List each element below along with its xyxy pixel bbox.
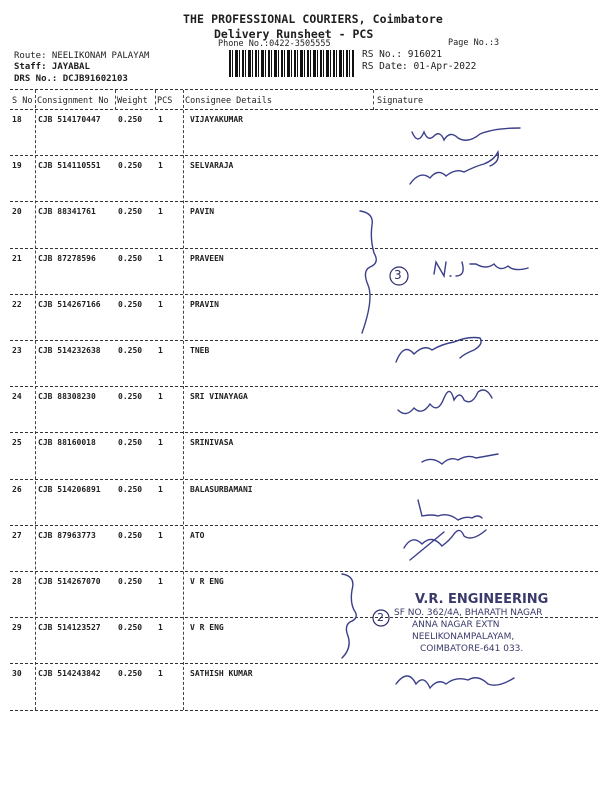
- signature-row-30: [396, 676, 514, 688]
- row-pcs: 1: [158, 438, 163, 448]
- row-consignment-no: CJB 88341761: [38, 207, 96, 217]
- group-count-2: 2: [377, 611, 384, 624]
- stamp-address-line-3: NEELIKONAMPALAYAM,: [412, 632, 515, 642]
- column-sno: S No: [12, 96, 33, 106]
- signature-row-23: [396, 338, 481, 363]
- row-weight: 0.250: [118, 253, 143, 263]
- company-name: THE PROFESSIONAL COURIERS, Coimbatore: [183, 12, 443, 26]
- row-weight: 0.250: [118, 299, 143, 309]
- row-pcs: 1: [158, 530, 163, 540]
- row-weight: 0.250: [118, 207, 143, 217]
- row-consignee: ATO: [190, 530, 205, 540]
- row-weight: 0.250: [118, 577, 143, 586]
- row-pcs: 1: [158, 253, 163, 263]
- group-count-1: 3: [394, 268, 402, 282]
- row-weight: 0.250: [118, 115, 143, 124]
- row-pcs: 1: [158, 207, 163, 217]
- row-consignment-no: CJB 514123527: [38, 623, 101, 633]
- row-consignment-no: CJB 88160018: [38, 438, 96, 448]
- row-consignee: V R ENG: [190, 577, 224, 586]
- stamp-address-line-1: SF NO. 362/4A, BHARATH NAGAR: [394, 608, 543, 618]
- row-pcs: 1: [158, 161, 163, 171]
- rs-number: RS No.: 916021: [362, 49, 443, 60]
- row-consignment-no: CJB 514232638: [38, 346, 101, 355]
- signature-row-25: [422, 454, 498, 464]
- row-consignment-no: CJB 87963773: [38, 530, 96, 540]
- brace-group-1: [360, 211, 376, 333]
- row-pcs: 1: [158, 346, 163, 355]
- column-signature: Signature: [377, 96, 424, 106]
- column-consignee: Consignee Details: [185, 96, 272, 106]
- row-pcs: 1: [158, 115, 163, 124]
- row-sno: 23: [12, 346, 22, 355]
- row-sno: 30: [12, 669, 22, 679]
- document-title: Delivery Runsheet - PCS: [214, 27, 374, 41]
- row-consignee: PAVIN: [190, 207, 215, 217]
- row-consignee: SELVARAJA: [190, 161, 234, 171]
- row-sno: 18: [12, 115, 22, 124]
- row-sno: 26: [12, 484, 22, 494]
- signature-row-24: [398, 390, 492, 414]
- staff-label: Staff: JAYABAL: [14, 62, 90, 72]
- row-pcs: 1: [158, 669, 163, 679]
- row-consignment-no: CJB 88308230: [38, 392, 96, 402]
- signature-row-19: [410, 152, 498, 184]
- stamp-address-line-2: ANNA NAGAR EXTN: [412, 620, 500, 630]
- row-sno: 24: [12, 392, 22, 402]
- stamp-company-name: V.R. ENGINEERING: [415, 592, 549, 607]
- row-sno: 21: [12, 253, 22, 263]
- row-consignee: SRI VINAYAGA: [190, 392, 248, 402]
- route-label: Route: NEELIKONAM PALAYAM: [14, 51, 150, 61]
- signature-row-27: [404, 530, 486, 560]
- row-consignee: BALASURBAMANI: [190, 484, 253, 494]
- row-consignment-no: CJB 87278596: [38, 253, 96, 263]
- row-consignment-no: CJB 514267070: [38, 577, 101, 586]
- row-sno: 20: [12, 207, 22, 217]
- signature-row-18: [412, 128, 520, 140]
- row-consignment-no: CJB 514170447: [38, 115, 101, 124]
- phone-number: Phone No.:0422-3505555: [218, 39, 331, 49]
- row-weight: 0.250: [118, 161, 143, 171]
- row-sno: 28: [12, 577, 22, 586]
- row-pcs: 1: [158, 623, 163, 633]
- row-sno: 25: [12, 438, 22, 448]
- row-weight: 0.250: [118, 530, 143, 540]
- drs-number: DRS No.: DCJB91602103: [14, 74, 128, 84]
- column-pcs: PCS: [157, 96, 173, 106]
- row-consignee: SATHISH KUMAR: [190, 669, 253, 679]
- stamp-address-line-4: COIMBATORE-641 033.: [420, 644, 524, 654]
- row-consignment-no: CJB 514267166: [38, 299, 101, 309]
- row-weight: 0.250: [118, 346, 143, 355]
- row-consignee: PRAVEEN: [190, 253, 224, 263]
- signature-row-26: [418, 500, 482, 520]
- row-consignee: V R ENG: [190, 623, 224, 633]
- column-consignment: Consignment No: [37, 96, 109, 106]
- row-consignee: SRINIVASA: [190, 438, 234, 448]
- row-consignee: PRAVIN: [190, 299, 219, 309]
- row-pcs: 1: [158, 484, 163, 494]
- row-pcs: 1: [158, 577, 163, 586]
- row-sno: 22: [12, 299, 22, 309]
- row-pcs: 1: [158, 392, 163, 402]
- row-weight: 0.250: [118, 669, 143, 679]
- row-consignee: TNEB: [190, 346, 210, 355]
- row-weight: 0.250: [118, 392, 143, 402]
- column-weight: Weight: [117, 96, 148, 106]
- row-consignment-no: CJB 514243842: [38, 669, 101, 679]
- row-sno: 29: [12, 623, 22, 633]
- brace-group-2: [342, 574, 356, 658]
- row-sno: 19: [12, 161, 22, 171]
- row-sno: 27: [12, 530, 22, 540]
- row-pcs: 1: [158, 299, 163, 309]
- page-number: Page No.:3: [448, 38, 500, 48]
- rs-date: RS Date: 01-Apr-2022: [362, 61, 477, 72]
- row-consignment-no: CJB 514110551: [38, 161, 101, 171]
- row-consignee: VIJAYAKUMAR: [190, 115, 243, 124]
- row-consignment-no: CJB 514206891: [38, 484, 101, 494]
- row-weight: 0.250: [118, 484, 143, 494]
- row-weight: 0.250: [118, 623, 143, 633]
- row-weight: 0.250: [118, 438, 143, 448]
